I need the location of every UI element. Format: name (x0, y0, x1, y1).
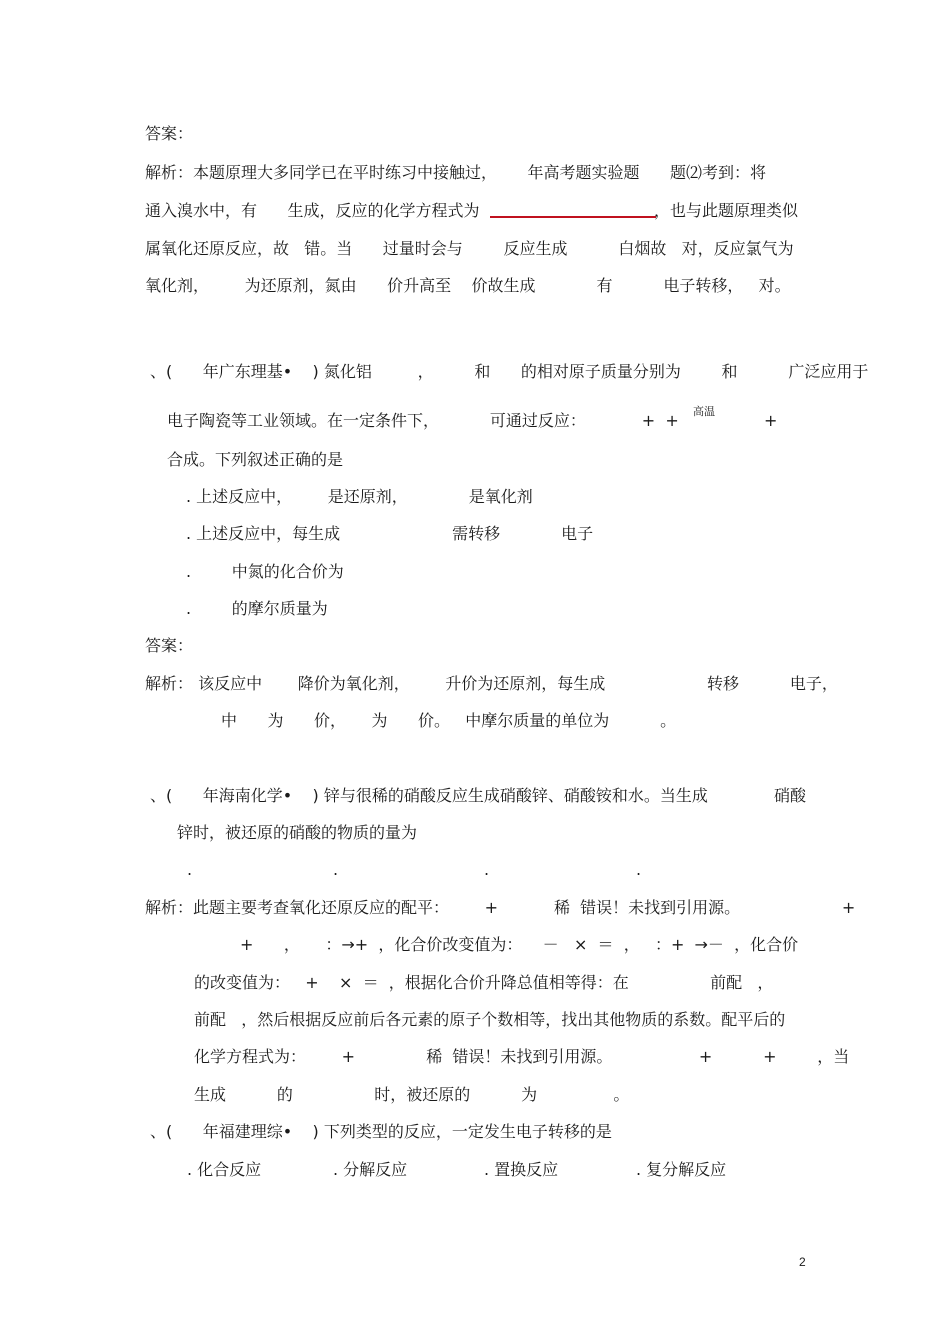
analysis-line: 解析：此题主要考查氧化还原反应的配平： + 稀 错误！未找到引用源。 + (145, 898, 856, 917)
answer-label: 答案： (145, 636, 194, 655)
option-b: . 分解反应 (333, 1160, 408, 1179)
question-stem: 、( 年广东理基• ) 氮化铝 ， 和 的相对原子质量分别为 和 广泛应用于 (150, 362, 869, 381)
analysis-line: 解析： 该反应中 降价为氧化剂， 升价为还原剂，每生成 转移 电子， (145, 674, 838, 693)
option-c: . 置换反应 (484, 1160, 559, 1179)
analysis-line: 解析：本题原理大多同学已在平时练习中接触过， 年高考题实验题 题⑵考到：将 (145, 163, 767, 182)
option-a: . (187, 860, 193, 879)
analysis-line: 氧化剂， 为还原剂，氮由 价升高至 价故生成 有 电子转移， 对。 (145, 276, 791, 295)
option-d: . 复分解反应 (636, 1160, 727, 1179)
question-stem: 、( 年福建理综• ) 下列类型的反应，一定发生电子转移的是 (150, 1122, 612, 1141)
analysis-line: + ， ：→+ ，化合价改变值为： － × ＝ ， ：+ →－ ，化合价 (240, 935, 799, 954)
analysis-line: 生成 的 时，被还原的 为 。 (194, 1085, 630, 1104)
question-stem: 合成。下列叙述正确的是 (167, 450, 344, 469)
question-stem: 锌时，被还原的硝酸的物质的量为 (177, 823, 418, 842)
analysis-line: 通入溴水中，有 生成，反应的化学方程式为 (145, 201, 480, 220)
analysis-line: 中 为 价， 为 价。 中摩尔质量的单位为 。 (221, 711, 677, 730)
page-number: 2 (799, 1255, 806, 1269)
reaction-condition: 高温 (693, 405, 715, 418)
analysis-line: 前配 ，然后根据反应前后各元素的原子个数相等，找出其他物质的系数。配平后的 (194, 1010, 786, 1029)
option-d: . 的摩尔质量为 (186, 599, 328, 618)
blank-underline (490, 216, 656, 218)
option-c: . 中氮的化合价为 (186, 562, 344, 581)
analysis-line: 化学方程式为： + 稀 错误！未找到引用源。 + + ，当 (194, 1047, 850, 1066)
analysis-line: ，也与此题原理类似 (654, 201, 799, 220)
option-a: . 化合反应 (187, 1160, 262, 1179)
option-b: . (333, 860, 339, 879)
option-a: . 上述反应中， 是还原剂， 是氧化剂 (186, 487, 533, 506)
question-stem: 、( 年海南化学• ) 锌与很稀的硝酸反应生成硝酸锌、硝酸铵和水。当生成 硝酸 (150, 786, 806, 805)
analysis-line: 属氧化还原反应，故 错。当 过量时会与 反应生成 白烟故 对，反应氯气为 (145, 239, 794, 258)
option-b: . 上述反应中，每生成 需转移 电子 (186, 524, 594, 543)
question-stem: 电子陶瓷等工业领域。在一定条件下， 可通过反应： + + (167, 411, 679, 430)
analysis-line: 的改变值为： + × ＝ ，根据化合价升降总值相等得：在 前配 ， (194, 973, 774, 992)
option-d: . (636, 860, 642, 879)
option-c: . (484, 860, 490, 879)
question-stem: + (764, 411, 778, 430)
answer-label: 答案： (145, 124, 194, 143)
